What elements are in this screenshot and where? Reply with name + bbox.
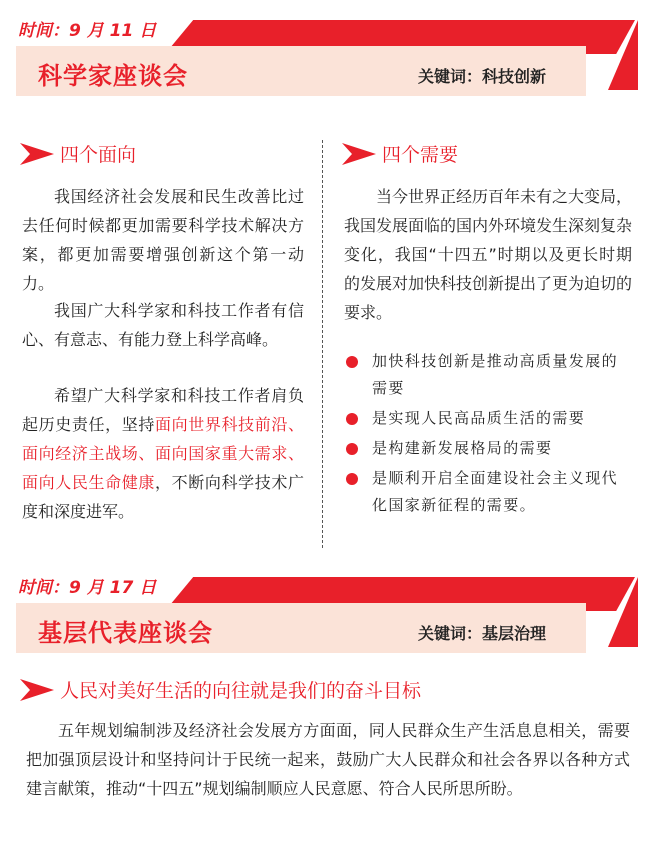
section2-keyword: 关键词：基层治理 <box>417 624 546 643</box>
list-item <box>346 435 632 462</box>
section2-title: 基层代表座谈会 <box>38 619 213 647</box>
red-dot-icon <box>346 443 358 455</box>
red-dot-icon <box>346 413 358 425</box>
chevron-arrow-icon <box>20 679 54 701</box>
list-item-text: 是顺利开启全面建设社会主义现代化国家新征程的需要。 <box>372 469 619 514</box>
left-paragraph-3 <box>22 381 304 526</box>
list-item <box>346 405 632 432</box>
list-item <box>346 465 632 519</box>
right-subheading <box>342 140 458 167</box>
left-heading-text: 四个面向 <box>60 144 137 166</box>
red-dot-icon <box>346 356 358 368</box>
list-item <box>346 348 632 402</box>
left-paragraph-3-lead: 希望广大科学家和科技工作者肩负起历史责任，坚持 <box>22 386 304 434</box>
section2-paragraph: 五年规划编制涉及经济社会发展方方面面，同人民群众生产生活息息相关，需要把加强顶层设计和坚持问计于民统一起来，鼓励广大人民群众和社会各界以各种方式建言献策，推动“十四五”规划编制顺应人民意愿、符合人民所思所盼。 <box>26 721 630 798</box>
section2-subheading <box>20 676 421 703</box>
left-paragraph-1: 我国经济社会发展和民生改善比过去任何时候都更加需要科学技术解决方案，都更加需要增强创新这个第一动力。 <box>22 187 304 293</box>
left-paragraph-3-highlight: 面向世界科技前沿、面向经济主战场、面向国家重大需求、面向人民生命健康 <box>22 415 304 492</box>
list-item-text: 加快科技创新是推动高质量发展的需要 <box>372 352 619 397</box>
list-item-text: 是构建新发展格局的需要 <box>372 439 553 457</box>
red-dot-icon <box>346 473 358 485</box>
chevron-arrow-icon <box>342 143 376 165</box>
left-paragraph-2: 我国广大科学家和科技工作者有信心、有意志、有能力登上科学高峰。 <box>22 301 304 349</box>
right-paragraph-1: 当今世界正经历百年未有之大变局，我国发展面临的国内外环境发生深刻复杂变化，我国“十四五”时期以及更长时期的发展对加快科技创新提出了更为迫切的要求。 <box>344 187 633 322</box>
requirements-list <box>346 348 632 522</box>
list-item-text: 是实现人民高品质生活的需要 <box>372 409 586 427</box>
section1-keyword: 关键词：科技创新 <box>417 67 546 86</box>
left-paragraph-3-tail: ，不断向科学技术广度和深度进军。 <box>22 473 304 521</box>
section1-date: 时间：9 月 11 日 <box>18 21 157 41</box>
section2-date: 时间：9 月 17 日 <box>18 578 157 598</box>
right-heading-text: 四个需要 <box>382 144 459 166</box>
section1-title: 科学家座谈会 <box>38 62 188 90</box>
column-divider <box>322 140 323 548</box>
chevron-arrow-icon <box>20 143 54 165</box>
left-subheading <box>20 140 136 167</box>
section2-heading-text: 人民对美好生活的向往就是我们的奋斗目标 <box>60 680 422 702</box>
